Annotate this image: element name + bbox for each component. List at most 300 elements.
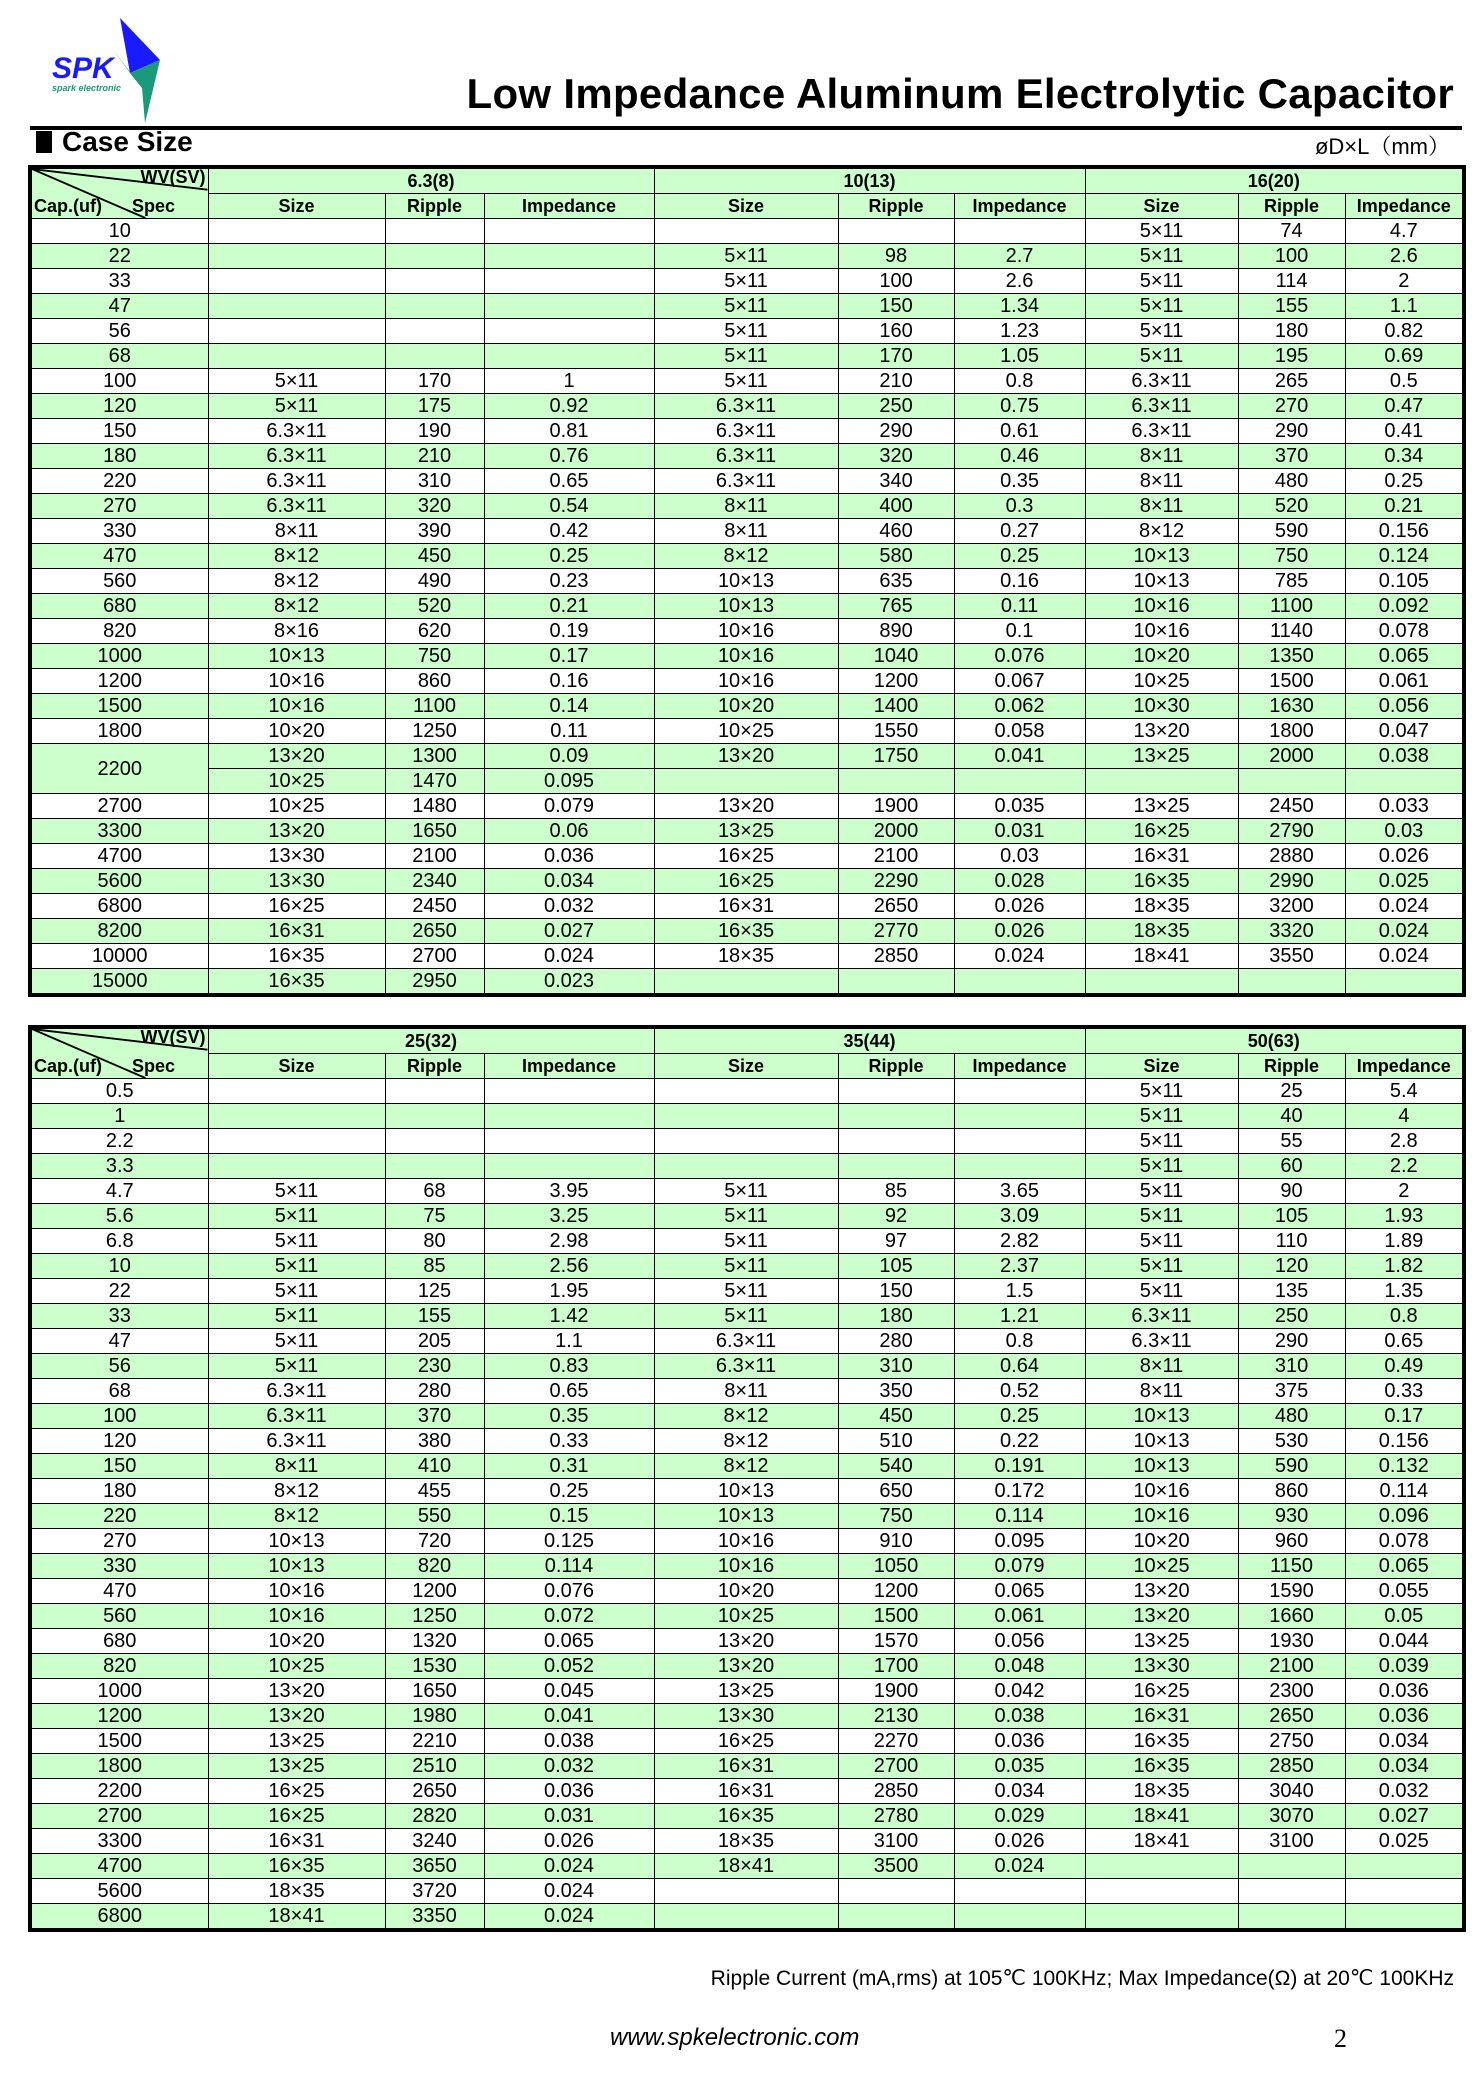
size-cell: 13×25: [654, 1679, 838, 1704]
table-row: [30, 869, 1464, 894]
impedance-cell: 0.027: [1345, 1804, 1464, 1829]
ripple-cell: [1238, 1904, 1345, 1931]
size-cell: [208, 1129, 385, 1154]
ripple-cell: 105: [838, 1254, 954, 1279]
ripple-cell: 2650: [385, 1779, 484, 1804]
svg-text:spark electronic: spark electronic: [52, 83, 122, 93]
ripple-cell: 650: [838, 1479, 954, 1504]
ripple-cell: 1470: [385, 769, 484, 794]
impedance-cell: 0.172: [954, 1479, 1085, 1504]
page-title: Low Impedance Aluminum Electrolytic Capacitor: [466, 70, 1454, 117]
impedance-cell: 0.15: [484, 1504, 654, 1529]
capacitance-cell: 180: [30, 1479, 208, 1504]
size-cell: 6.3×11: [208, 444, 385, 469]
ripple-cell: 2750: [1238, 1729, 1345, 1754]
size-cell: 8×12: [654, 1404, 838, 1429]
capacitance-cell: 1200: [30, 1704, 208, 1729]
capacitance-cell: 270: [30, 1529, 208, 1554]
table-row: [30, 1279, 1464, 1304]
ripple-cell: 2100: [838, 844, 954, 869]
table-row: [30, 444, 1464, 469]
ripple-cell: 2700: [838, 1754, 954, 1779]
ripple-cell: 1700: [838, 1654, 954, 1679]
table-row: [30, 1679, 1464, 1704]
ripple-cell: 765: [838, 594, 954, 619]
size-cell: 8×12: [654, 1454, 838, 1479]
size-cell: 10×13: [1085, 1454, 1238, 1479]
size-cell: 5×11: [1085, 219, 1238, 244]
size-cell: 10×13: [1085, 569, 1238, 594]
size-cell: 10×20: [654, 1579, 838, 1604]
ripple-cell: 3320: [1238, 919, 1345, 944]
size-cell: [1085, 969, 1238, 996]
ripple-cell: 1980: [385, 1704, 484, 1729]
size-cell: 18×41: [1085, 944, 1238, 969]
impedance-cell: 0.76: [484, 444, 654, 469]
capacitance-cell: 1500: [30, 694, 208, 719]
ripple-cell: 2450: [1238, 794, 1345, 819]
ripple-cell: 40: [1238, 1104, 1345, 1129]
size-cell: 16×35: [1085, 869, 1238, 894]
size-cell: [654, 1129, 838, 1154]
ripple-cell: [385, 1154, 484, 1179]
impedance-cell: 2: [1345, 269, 1464, 294]
size-cell: 5×11: [1085, 1154, 1238, 1179]
impedance-cell: [484, 219, 654, 244]
impedance-cell: [954, 1904, 1085, 1931]
ripple-cell: 1630: [1238, 694, 1345, 719]
size-cell: 10×16: [1085, 619, 1238, 644]
ripple-cell: 75: [385, 1204, 484, 1229]
ripple-cell: 3550: [1238, 944, 1345, 969]
ripple-cell: [385, 344, 484, 369]
impedance-cell: 0.61: [954, 419, 1085, 444]
ripple-cell: [838, 219, 954, 244]
size-cell: 16×25: [654, 1729, 838, 1754]
size-cell: 18×41: [1085, 1829, 1238, 1854]
table-row: [30, 1529, 1464, 1554]
impedance-cell: 0.124: [1345, 544, 1464, 569]
size-cell: 10×13: [1085, 1429, 1238, 1454]
title-divider: [30, 126, 1462, 130]
impedance-cell: 0.039: [1345, 1654, 1464, 1679]
ripple-cell: 320: [385, 494, 484, 519]
impedance-cell: [954, 1104, 1085, 1129]
impedance-cell: 0.21: [484, 594, 654, 619]
table-row: [30, 469, 1464, 494]
header-row-voltage: [30, 167, 1464, 194]
table-row: [30, 1254, 1464, 1279]
size-cell: 10×16: [1085, 1504, 1238, 1529]
impedance-cell: [1345, 1904, 1464, 1931]
ripple-cell: 155: [1238, 294, 1345, 319]
ripple-cell: 3500: [838, 1854, 954, 1879]
capacitance-cell: 2700: [30, 1804, 208, 1829]
spec-table-high-voltage: [28, 1025, 1466, 1932]
section-heading: [36, 126, 193, 158]
size-cell: 13×20: [208, 744, 385, 769]
impedance-cell: 0.83: [484, 1354, 654, 1379]
ripple-cell: 1500: [838, 1604, 954, 1629]
ripple-cell: 3200: [1238, 894, 1345, 919]
ripple-cell: 620: [385, 619, 484, 644]
impedance-cell: 0.067: [954, 669, 1085, 694]
impedance-cell: 0.14: [484, 694, 654, 719]
table-row: [30, 519, 1464, 544]
capacitance-cell: 1: [30, 1104, 208, 1129]
ripple-cell: 2780: [838, 1804, 954, 1829]
ripple-cell: 120: [1238, 1254, 1345, 1279]
cap-label: Cap.(uf): [34, 1056, 102, 1076]
impedance-cell: 0.031: [484, 1804, 654, 1829]
capacitance-cell: 1800: [30, 1754, 208, 1779]
size-cell: 5×11: [1085, 1254, 1238, 1279]
impedance-cell: 2.8: [1345, 1129, 1464, 1154]
ripple-cell: 155: [385, 1304, 484, 1329]
size-cell: 18×41: [1085, 1804, 1238, 1829]
table-row: [30, 1429, 1464, 1454]
capacitance-cell: 2700: [30, 794, 208, 819]
size-cell: 13×25: [208, 1729, 385, 1754]
size-cell: 10×16: [1085, 594, 1238, 619]
size-cell: 13×30: [1085, 1654, 1238, 1679]
impedance-cell: 0.19: [484, 619, 654, 644]
size-cell: 8×12: [654, 544, 838, 569]
size-cell: 5×11: [208, 1279, 385, 1304]
ripple-cell: 520: [385, 594, 484, 619]
ripple-cell: [385, 1079, 484, 1104]
impedance-cell: [1345, 969, 1464, 996]
ripple-cell: 2210: [385, 1729, 484, 1754]
size-cell: 5×11: [208, 1329, 385, 1354]
ripple-cell: 150: [838, 294, 954, 319]
impedance-cell: 0.024: [484, 1854, 654, 1879]
ripple-cell: 1570: [838, 1629, 954, 1654]
website-link[interactable]: www.spkelectronic.com: [610, 2024, 860, 2051]
impedance-cell: 4.7: [1345, 219, 1464, 244]
table-row: [30, 1654, 1464, 1679]
size-cell: 8×12: [208, 1479, 385, 1504]
ripple-cell: 1550: [838, 719, 954, 744]
capacitance-cell: 3.3: [30, 1154, 208, 1179]
size-cell: 10×25: [208, 769, 385, 794]
ripple-cell: 890: [838, 619, 954, 644]
size-cell: 16×35: [208, 1854, 385, 1879]
impedance-cell: 0.191: [954, 1454, 1085, 1479]
ripple-cell: 1660: [1238, 1604, 1345, 1629]
size-cell: 5×11: [654, 369, 838, 394]
impedance-cell: 0.024: [484, 944, 654, 969]
size-cell: 8×12: [654, 1429, 838, 1454]
spec-label: Spec: [132, 1056, 176, 1076]
size-cell: 13×30: [654, 1704, 838, 1729]
size-cell: 13×25: [1085, 744, 1238, 769]
impedance-cell: 0.65: [484, 1379, 654, 1404]
impedance-cell: 0.078: [1345, 619, 1464, 644]
ripple-cell: 750: [1238, 544, 1345, 569]
ripple-cell: 1140: [1238, 619, 1345, 644]
impedance-cell: 0.034: [954, 1779, 1085, 1804]
size-cell: 13×20: [654, 794, 838, 819]
impedance-cell: 0.079: [954, 1554, 1085, 1579]
ripple-cell: 590: [1238, 519, 1345, 544]
capacitance-cell: 820: [30, 619, 208, 644]
impedance-cell: 0.21: [1345, 494, 1464, 519]
impedance-cell: 5.4: [1345, 1079, 1464, 1104]
impedance-cell: 1.42: [484, 1304, 654, 1329]
ripple-cell: 1300: [385, 744, 484, 769]
size-cell: 6.3×11: [208, 1379, 385, 1404]
capacitance-cell: 0.5: [30, 1079, 208, 1104]
impedance-cell: 3.95: [484, 1179, 654, 1204]
capacitance-cell: 5600: [30, 869, 208, 894]
impedance-column-header: Impedance: [954, 1054, 1085, 1079]
size-cell: 5×11: [1085, 1104, 1238, 1129]
ripple-cell: 2300: [1238, 1679, 1345, 1704]
impedance-cell: 0.032: [1345, 1779, 1464, 1804]
capacitance-cell: 10: [30, 1254, 208, 1279]
ripple-cell: 960: [1238, 1529, 1345, 1554]
impedance-cell: [484, 1104, 654, 1129]
size-cell: 5×11: [654, 1229, 838, 1254]
capacitance-cell: 2200: [30, 1779, 208, 1804]
table-row: [30, 494, 1464, 519]
voltage-header: 6.3(8): [208, 167, 654, 194]
capacitance-cell: 15000: [30, 969, 208, 996]
impedance-cell: 0.061: [1345, 669, 1464, 694]
table-row: [30, 369, 1464, 394]
size-cell: 10×16: [208, 669, 385, 694]
size-cell: 16×35: [654, 1804, 838, 1829]
size-cell: 18×35: [1085, 894, 1238, 919]
size-cell: 13×20: [208, 819, 385, 844]
cap-label: Cap.(uf): [34, 196, 102, 216]
impedance-cell: 2.6: [954, 269, 1085, 294]
table-row: [30, 244, 1464, 269]
impedance-cell: 0.024: [1345, 894, 1464, 919]
size-cell: [1085, 1904, 1238, 1931]
size-cell: 13×30: [208, 869, 385, 894]
size-cell: 6.3×11: [654, 1354, 838, 1379]
spec-label: Spec: [132, 196, 176, 216]
ripple-cell: 3100: [838, 1829, 954, 1854]
size-cell: 8×11: [654, 519, 838, 544]
impedance-cell: 0.031: [954, 819, 1085, 844]
ripple-cell: 180: [1238, 319, 1345, 344]
ripple-cell: 100: [838, 269, 954, 294]
size-cell: 5×11: [1085, 1279, 1238, 1304]
size-cell: 5×11: [654, 319, 838, 344]
size-cell: 13×20: [208, 1679, 385, 1704]
impedance-cell: 0.028: [954, 869, 1085, 894]
impedance-cell: 0.038: [1345, 744, 1464, 769]
ripple-cell: 510: [838, 1429, 954, 1454]
ripple-cell: 105: [1238, 1204, 1345, 1229]
ripple-cell: 230: [385, 1354, 484, 1379]
capacitance-cell: 330: [30, 1554, 208, 1579]
size-cell: 18×35: [654, 944, 838, 969]
capacitance-cell: 1800: [30, 719, 208, 744]
size-cell: 16×35: [1085, 1729, 1238, 1754]
size-cell: 8×11: [1085, 1354, 1238, 1379]
capacitance-cell: 33: [30, 269, 208, 294]
ripple-cell: 785: [1238, 569, 1345, 594]
table-row: [30, 894, 1464, 919]
ripple-cell: 310: [1238, 1354, 1345, 1379]
ripple-cell: 2850: [838, 1779, 954, 1804]
size-cell: 13×25: [208, 1754, 385, 1779]
table-row: [30, 594, 1464, 619]
footnote: Ripple Current (mA,rms) at 105℃ 100KHz; Max Impedance(Ω) at 20℃ 100KHz: [710, 1967, 1454, 1990]
spk-logo: [50, 18, 200, 123]
size-cell: 18×35: [654, 1829, 838, 1854]
ripple-cell: 930: [1238, 1504, 1345, 1529]
ripple-cell: [385, 269, 484, 294]
ripple-cell: 1500: [1238, 669, 1345, 694]
size-cell: 10×13: [1085, 544, 1238, 569]
table-row: [30, 1354, 1464, 1379]
impedance-cell: 0.034: [1345, 1754, 1464, 1779]
impedance-cell: 0.026: [1345, 844, 1464, 869]
impedance-cell: 0.25: [484, 1479, 654, 1504]
size-cell: 8×12: [1085, 519, 1238, 544]
impedance-cell: 0.065: [954, 1579, 1085, 1604]
size-cell: [1085, 1879, 1238, 1904]
impedance-cell: 0.079: [484, 794, 654, 819]
ripple-cell: 114: [1238, 269, 1345, 294]
ripple-cell: 60: [1238, 1154, 1345, 1179]
impedance-cell: 0.42: [484, 519, 654, 544]
table-row: [30, 394, 1464, 419]
size-cell: 13×20: [654, 744, 838, 769]
impedance-cell: 0.34: [1345, 444, 1464, 469]
impedance-cell: 0.026: [954, 894, 1085, 919]
size-cell: [208, 219, 385, 244]
ripple-cell: 2650: [385, 919, 484, 944]
size-cell: 6.3×11: [208, 1429, 385, 1454]
impedance-cell: 0.032: [484, 894, 654, 919]
size-column-header: Size: [208, 1054, 385, 1079]
size-cell: [208, 1154, 385, 1179]
ripple-cell: 1100: [385, 694, 484, 719]
ripple-cell: 1930: [1238, 1629, 1345, 1654]
impedance-cell: 3.25: [484, 1204, 654, 1229]
size-column-header: Size: [1085, 194, 1238, 219]
size-cell: 6.3×11: [654, 469, 838, 494]
table-row: [30, 1779, 1464, 1804]
impedance-cell: 0.035: [954, 794, 1085, 819]
ripple-cell: 860: [385, 669, 484, 694]
ripple-cell: 85: [385, 1254, 484, 1279]
table-row: [30, 1079, 1464, 1104]
impedance-cell: 0.31: [484, 1454, 654, 1479]
ripple-cell: 135: [1238, 1279, 1345, 1304]
size-cell: 5×11: [208, 1354, 385, 1379]
ripple-cell: 3070: [1238, 1804, 1345, 1829]
ripple-cell: [385, 1129, 484, 1154]
impedance-cell: 0.065: [484, 1629, 654, 1654]
ripple-cell: 290: [1238, 419, 1345, 444]
table-row: [30, 819, 1464, 844]
size-cell: 16×31: [1085, 1704, 1238, 1729]
impedance-cell: [954, 219, 1085, 244]
ripple-cell: 25: [1238, 1079, 1345, 1104]
ripple-cell: 375: [1238, 1379, 1345, 1404]
ripple-cell: 1900: [838, 794, 954, 819]
impedance-cell: 1.1: [484, 1329, 654, 1354]
impedance-cell: 0.035: [954, 1754, 1085, 1779]
table-row: [30, 1504, 1464, 1529]
capacitance-cell: 5.6: [30, 1204, 208, 1229]
size-cell: 10×13: [208, 1554, 385, 1579]
impedance-cell: [954, 769, 1085, 794]
table-row: [30, 1579, 1464, 1604]
impedance-cell: 0.044: [1345, 1629, 1464, 1654]
size-cell: 8×16: [208, 619, 385, 644]
impedance-cell: [484, 1154, 654, 1179]
spec-table-low-voltage: [28, 165, 1466, 997]
ripple-cell: 190: [385, 419, 484, 444]
impedance-cell: 0.46: [954, 444, 1085, 469]
size-cell: 10×25: [208, 1654, 385, 1679]
ripple-cell: [838, 1154, 954, 1179]
impedance-cell: 2.7: [954, 244, 1085, 269]
size-cell: [654, 1904, 838, 1931]
size-cell: 5×11: [654, 344, 838, 369]
ripple-cell: 170: [838, 344, 954, 369]
size-cell: 13×25: [654, 819, 838, 844]
impedance-cell: 1.34: [954, 294, 1085, 319]
impedance-cell: 0.025: [1345, 1829, 1464, 1854]
impedance-cell: 0.023: [484, 969, 654, 996]
size-cell: 10×13: [208, 1529, 385, 1554]
impedance-cell: [484, 344, 654, 369]
ripple-cell: 370: [385, 1404, 484, 1429]
size-cell: 5×11: [1085, 294, 1238, 319]
size-cell: 16×35: [1085, 1754, 1238, 1779]
capacitance-cell: 180: [30, 444, 208, 469]
size-cell: 13×25: [1085, 1629, 1238, 1654]
table-row: [30, 794, 1464, 819]
impedance-cell: 0.33: [484, 1429, 654, 1454]
ripple-cell: [385, 319, 484, 344]
ripple-cell: 2000: [1238, 744, 1345, 769]
size-cell: 18×41: [208, 1904, 385, 1931]
impedance-cell: 0.1: [954, 619, 1085, 644]
impedance-cell: 1.82: [1345, 1254, 1464, 1279]
table-row: [30, 969, 1464, 996]
impedance-cell: 0.81: [484, 419, 654, 444]
table-row: [30, 844, 1464, 869]
ripple-cell: [1238, 769, 1345, 794]
table-row: [30, 219, 1464, 244]
ripple-cell: 3240: [385, 1829, 484, 1854]
ripple-cell: 175: [385, 394, 484, 419]
impedance-cell: 0.114: [484, 1554, 654, 1579]
impedance-cell: 0.052: [484, 1654, 654, 1679]
ripple-cell: 1400: [838, 694, 954, 719]
ripple-cell: 410: [385, 1454, 484, 1479]
impedance-cell: 1.21: [954, 1304, 1085, 1329]
impedance-cell: 0.038: [954, 1704, 1085, 1729]
capacitance-cell: 1200: [30, 669, 208, 694]
size-cell: 10×16: [654, 619, 838, 644]
impedance-cell: 0.033: [1345, 794, 1464, 819]
size-cell: 16×25: [208, 1804, 385, 1829]
ripple-cell: 3350: [385, 1904, 484, 1931]
capacitance-cell: 560: [30, 1604, 208, 1629]
size-cell: [208, 344, 385, 369]
